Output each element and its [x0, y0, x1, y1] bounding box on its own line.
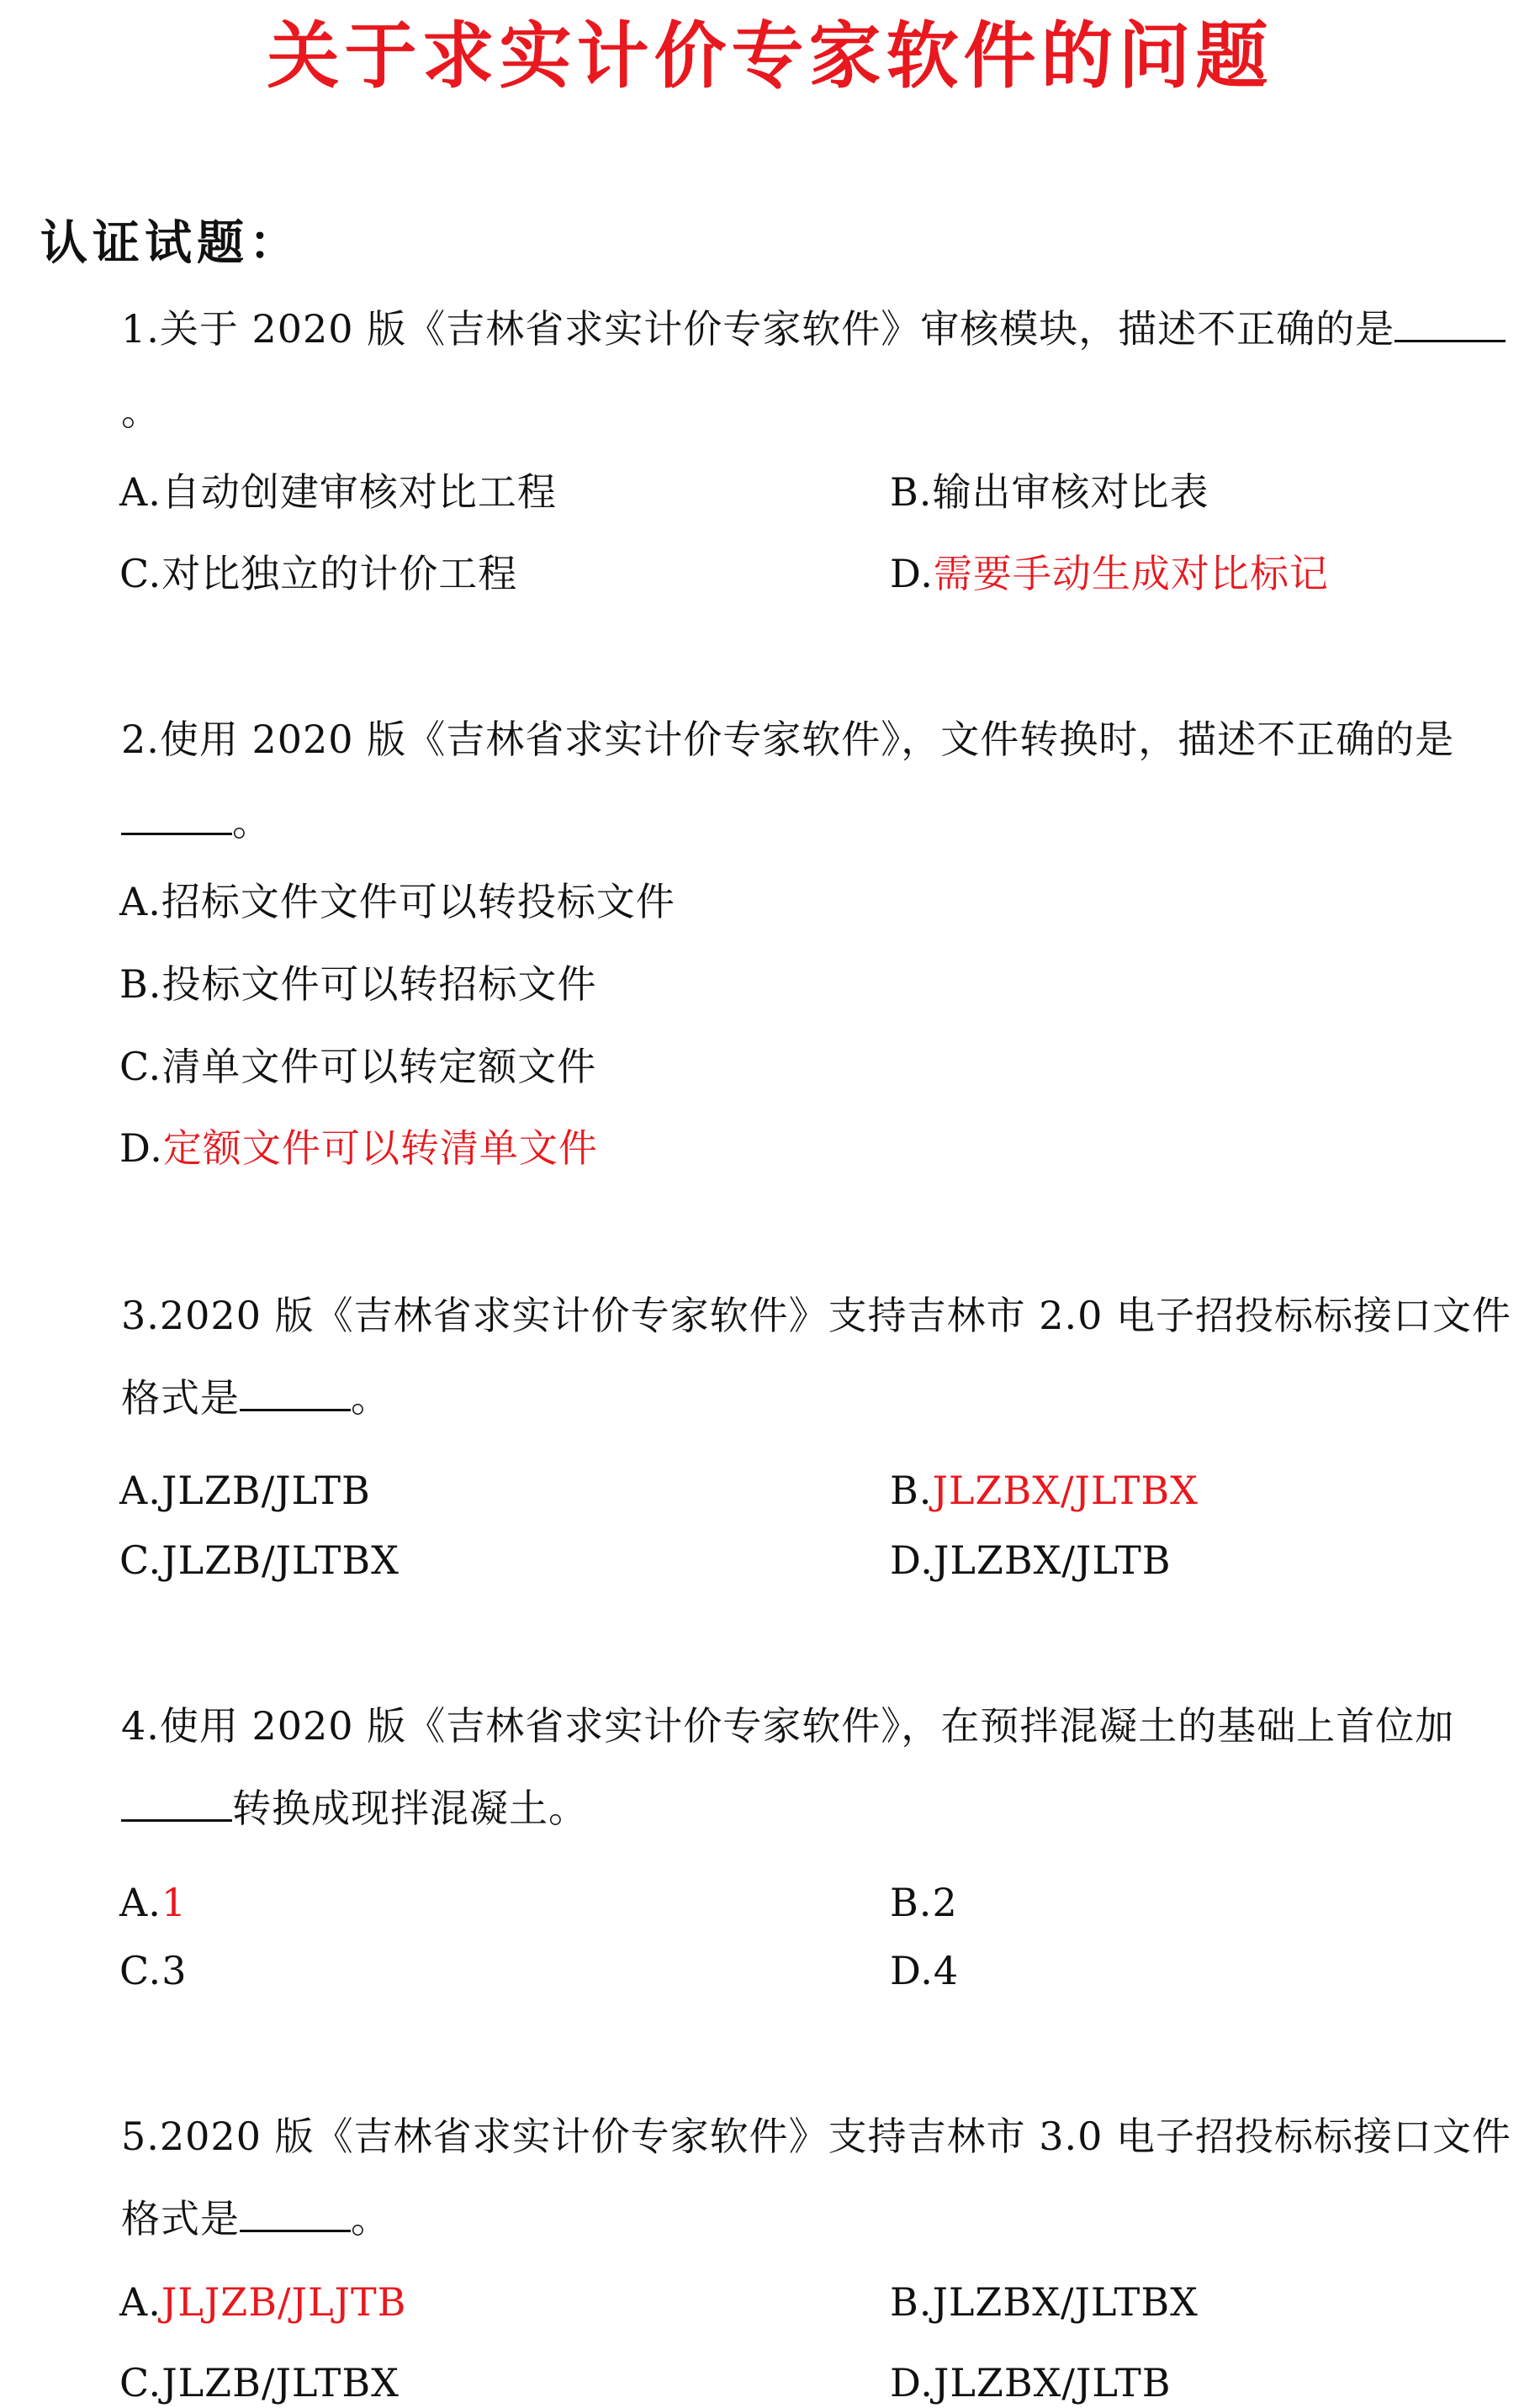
- question-2-stem: 2.使用 2020 版《吉林省求实计价专家软件》，文件转换时，描述不正确的是。: [121, 717, 1455, 844]
- section-heading: 认证试题：: [40, 216, 301, 271]
- question-3-option-b[interactable]: B.JLZBX/JLTBX: [890, 1468, 1199, 1513]
- question-4-option-a[interactable]: A.1: [119, 1880, 188, 1925]
- answer-blank: [1394, 308, 1506, 342]
- question-1-option-d[interactable]: D.需要手动生成对比标记: [890, 551, 1329, 596]
- question-3-option-c[interactable]: C.JLZB/JLTBX: [119, 1537, 400, 1583]
- question-1-option-a[interactable]: A.自动创建审核对比工程: [119, 469, 557, 515]
- page-title: 关于求实计价专家软件的问题: [267, 14, 1273, 98]
- question-2-option-b[interactable]: B.投标文件可以转招标文件: [119, 961, 597, 1007]
- answer-blank: [240, 2198, 351, 2232]
- answer-blank: [121, 801, 232, 835]
- question-5-stem: 5.2020 版《吉林省求实计价专家软件》支持吉林市 3.0 电子招投标标接口文件格式是 。: [121, 2114, 1511, 2241]
- question-5-option-c[interactable]: C.JLZB/JLTBX: [119, 2360, 400, 2405]
- question-3-option-a[interactable]: A.JLZB/JLTB: [119, 1468, 371, 1513]
- question-2-option-d[interactable]: D.定额文件可以转清单文件: [119, 1125, 598, 1171]
- question-3-stem: 3.2020 版《吉林省求实计价专家软件》支持吉林市 2.0 电子招投标标接口文件格式是 。: [121, 1293, 1511, 1421]
- question-2-option-c[interactable]: C.清单文件可以转定额文件: [119, 1044, 597, 1089]
- question-1-option-b[interactable]: B.输出审核对比表: [890, 469, 1209, 515]
- answer-blank: [240, 1377, 351, 1411]
- question-4-option-b[interactable]: B.2: [890, 1880, 958, 1925]
- question-1-stem: 1.关于 2020 版《吉林省求实计价专家软件》审核模块，描述不正确的是。: [40, 288, 1521, 452]
- question-1-option-c[interactable]: C.对比独立的计价工程: [119, 551, 518, 596]
- question-4-stem: 4.使用 2020 版《吉林省求实计价专家软件》，在预拌混凝土的基础上首位加转换成现拌混凝土。: [121, 1703, 1455, 1831]
- question-5-option-d[interactable]: D.JLZBX/JLTB: [890, 2360, 1172, 2405]
- question-5-option-b[interactable]: B.JLZBX/JLTBX: [890, 2279, 1199, 2325]
- question-5-option-a[interactable]: A.JLJZB/JLJTB: [119, 2279, 407, 2325]
- question-4-option-d[interactable]: D.4: [890, 1948, 960, 1993]
- question-3-option-d[interactable]: D.JLZBX/JLTB: [890, 1537, 1172, 1583]
- answer-blank: [121, 1787, 232, 1822]
- question-2-option-a[interactable]: A.招标文件文件可以转投标文件: [119, 879, 675, 924]
- question-4-option-c[interactable]: C.3: [119, 1948, 188, 1993]
